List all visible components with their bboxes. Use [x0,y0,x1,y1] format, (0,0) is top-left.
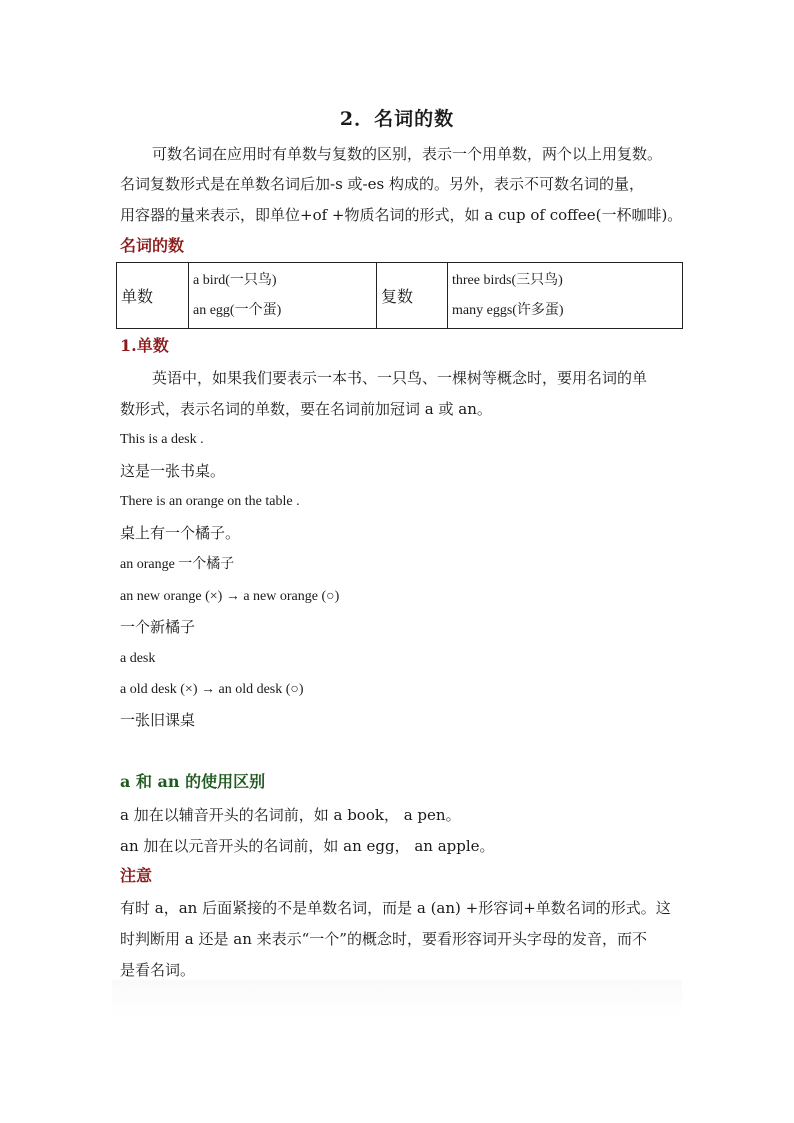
plural-example: many eggs(许多蛋) [452,302,564,318]
example-line: a old desk (×) → an old desk (○) [120,682,304,697]
section-heading-singular: 1.单数 [120,336,169,355]
example-line: 桌上有一个橘子。 [120,524,241,542]
singular-para-line-2: 数形式，表示名词的单数，要在名词前加冠词 a 或 an。 [120,400,492,418]
plural-label: 复数 [381,287,414,306]
note-line-3: 是看名词。 [120,961,196,979]
singular-label: 单数 [121,287,154,306]
example-line: This is a desk . [120,432,204,447]
intro-line-3: 用容器的量来表示，即单位+of +物质名词的形式，如 a cup of coffee(一杯咖啡)。 [120,206,683,224]
example-line: a desk [120,651,156,666]
section-heading-note: 注意 [120,866,153,885]
plural-examples-cell [448,263,683,329]
singular-example: a bird(一只鸟) [193,272,277,288]
section-heading-noun-number: 名词的数 [120,236,185,255]
singular-plural-table [116,262,683,329]
singular-para-line-1: 英语中，如果我们要表示一本书、一只鸟、一棵树等概念时，要用名词的单 [152,369,648,387]
example-line: an orange 一个橘子 [120,557,235,572]
example-line: an new orange (×) → a new orange (○) [120,589,340,604]
a-an-line-1: a 加在以辅音开头的名词前，如 a book， a pen。 [120,806,461,824]
note-line-2: 时判断用 a 还是 an 来表示“一个”的概念时，要看形容词开头字母的发音，而不 [120,930,647,948]
background-shade [112,980,682,1018]
plural-example: three birds(三只鸟) [452,272,563,288]
singular-example: an egg(一个蛋) [193,302,282,318]
singular-examples-cell [189,263,377,329]
a-an-line-2: an 加在以元音开头的名词前，如 an egg， an apple。 [120,837,495,855]
section-heading-a-an: a 和 an 的使用区别 [120,772,266,791]
intro-line-1: 可数名词在应用时有单数与复数的区别，表示一个用单数，两个以上用复数。 [152,145,663,163]
plural-label-cell [377,263,448,329]
example-line: 一个新橘子 [120,618,196,636]
intro-line-2: 名词复数形式是在单数名词后加-s 或-es 构成的。另外，表示不可数名词的量， [120,175,644,193]
singular-label-cell [117,263,189,329]
example-line: 这是一张书桌。 [120,462,226,480]
example-line: There is an orange on the table . [120,494,300,509]
table-row [117,263,683,329]
example-line: 一张旧课桌 [120,711,196,729]
page-title: 2．名词的数 [339,108,455,130]
note-line-1: 有时 a，an 后面紧接的不是单数名词，而是 a (an) +形容词+单数名词的形式。这 [120,899,671,917]
